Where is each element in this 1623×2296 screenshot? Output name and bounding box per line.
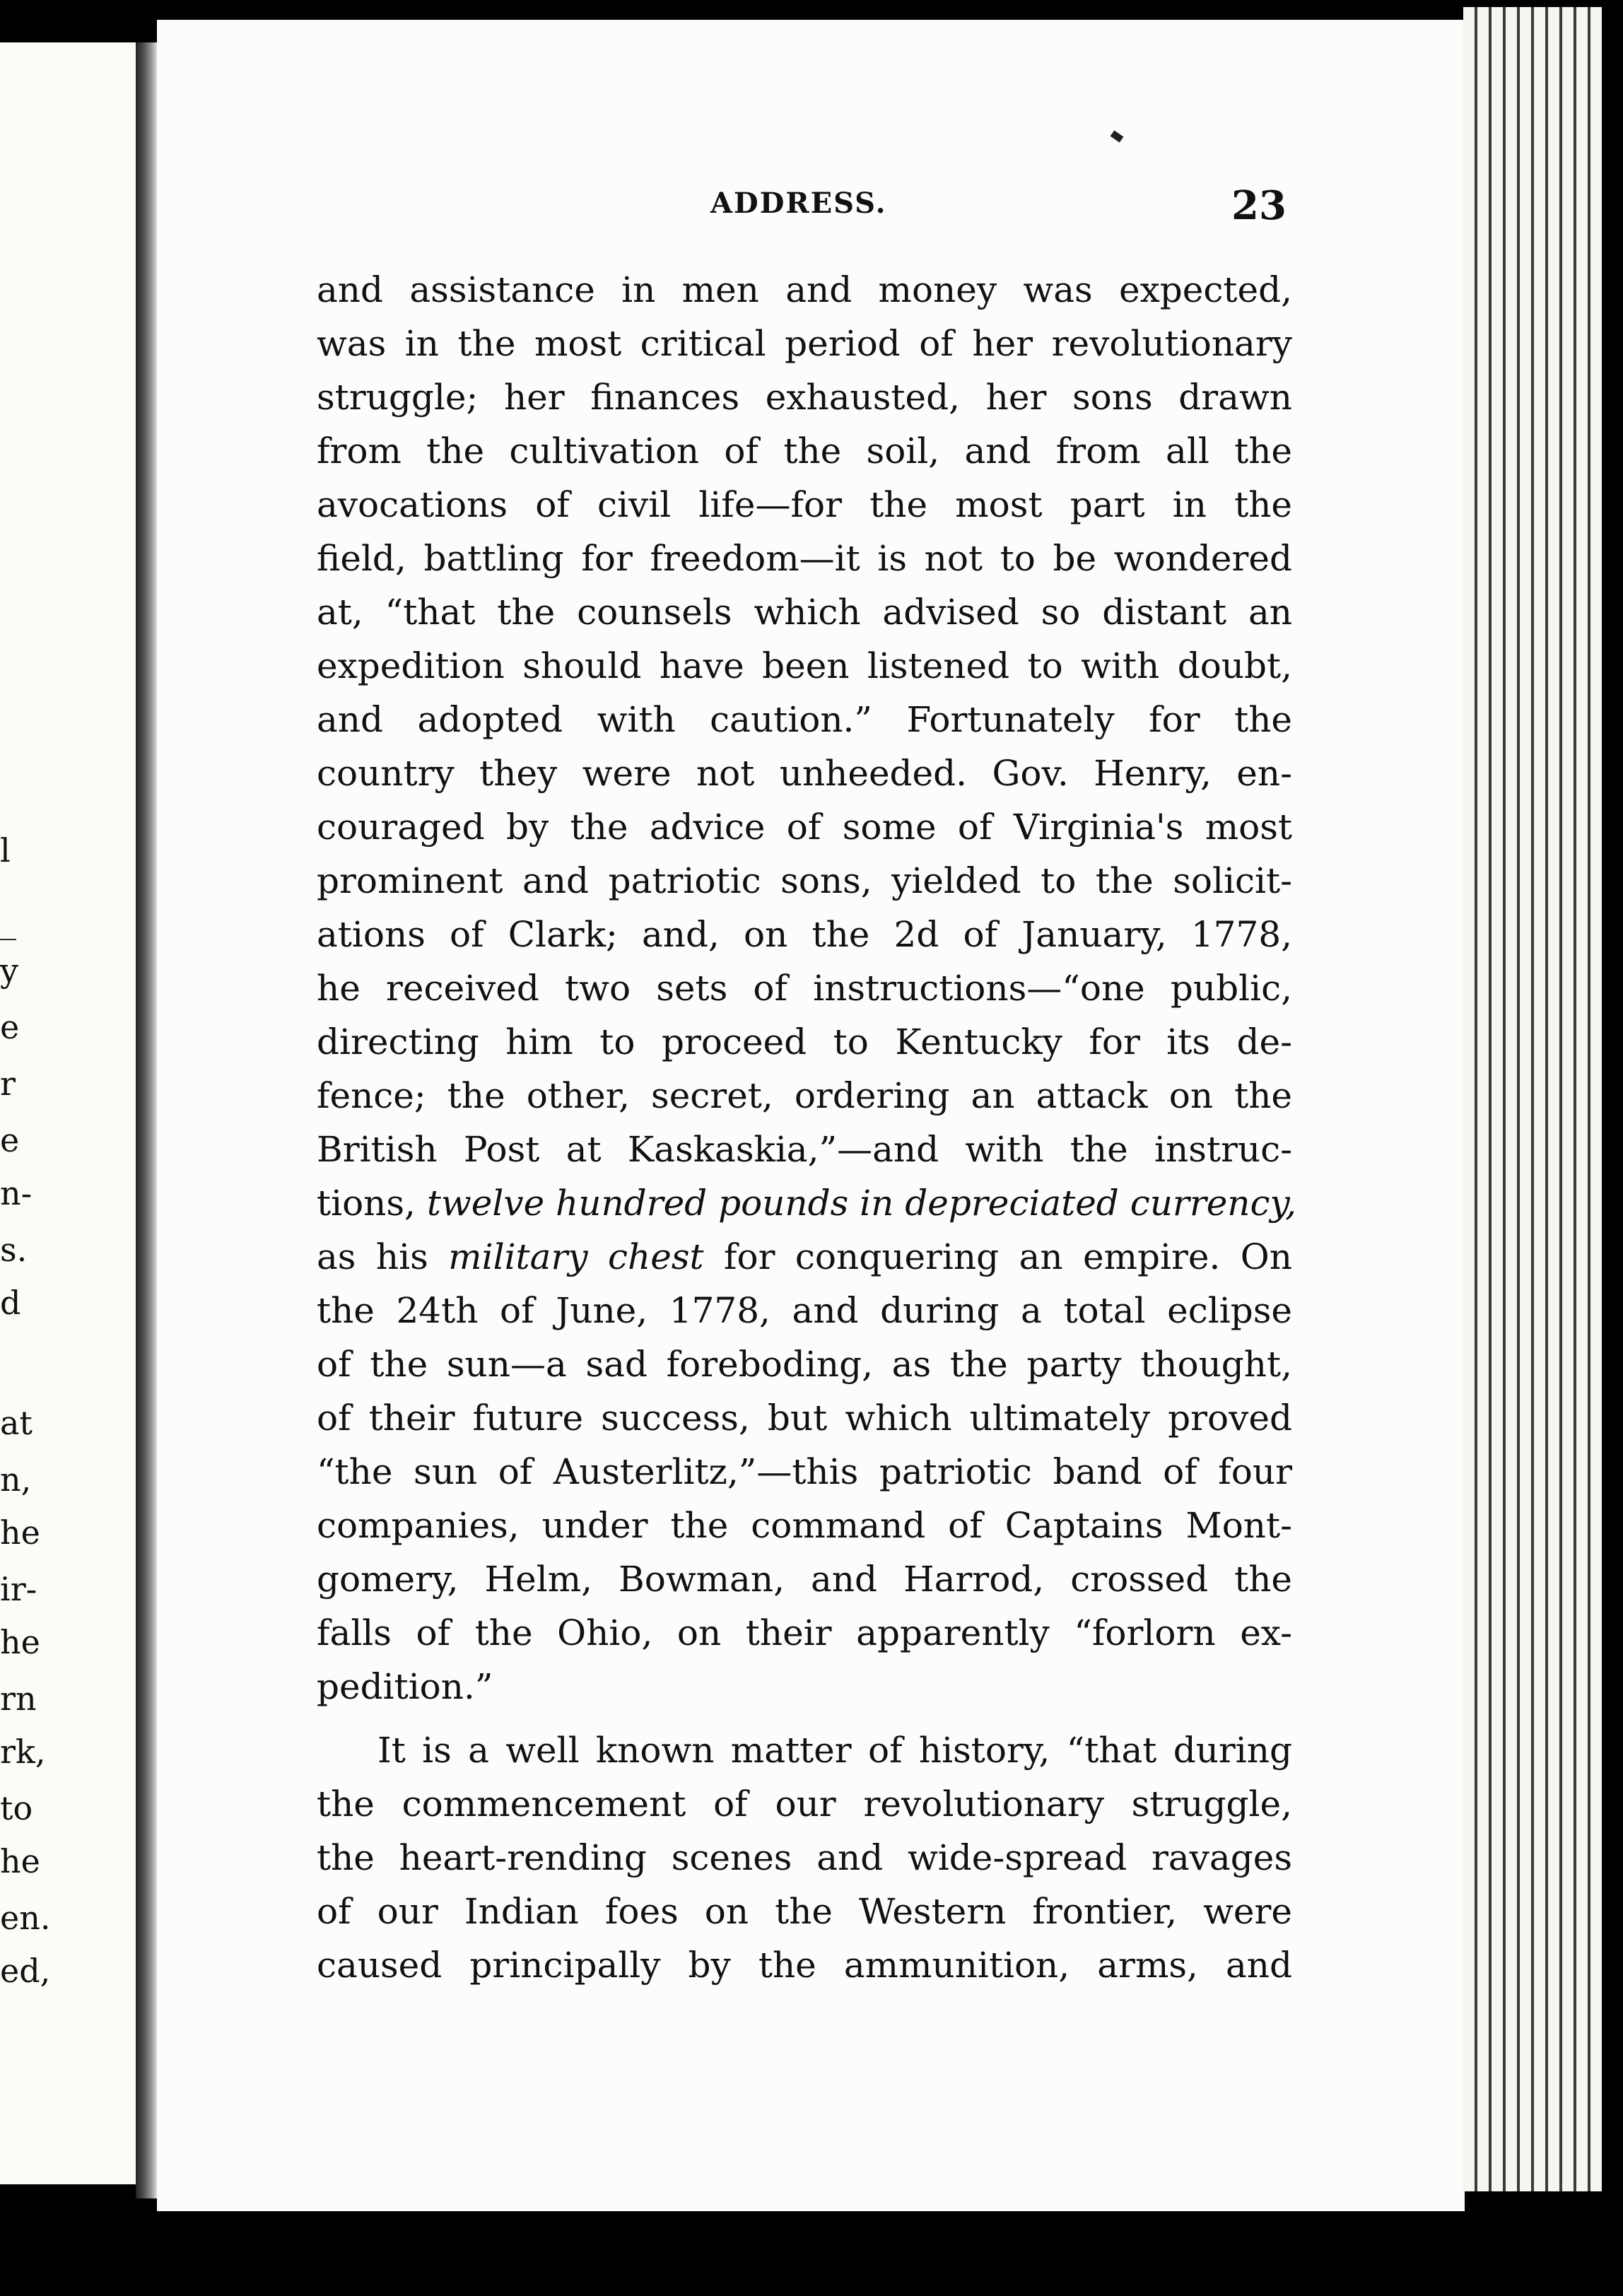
text-line: “the sun of Austerlitz,”—this patriotic band of four — [317, 1451, 1292, 1492]
left-page-fragment: y — [0, 951, 18, 990]
paragraph-gap — [317, 1714, 1292, 1723]
text-line: field, battling for freedom—it is not to be wondered — [317, 538, 1292, 579]
text-line: he received two sets of instructions—“one public, — [317, 968, 1292, 1009]
left-page-fragment: n, — [0, 1460, 32, 1499]
left-page-fragment: s. — [0, 1231, 28, 1269]
text-line: gomery, Helm, Bowman, and Harrod, crossed the — [317, 1559, 1292, 1600]
left-page-fragment: to — [0, 1789, 33, 1827]
left-page-fragment: e — [0, 1121, 20, 1159]
page-edges — [1463, 7, 1602, 2191]
left-page-fragment: r — [0, 1065, 16, 1103]
text-line: caused principally by the ammunition, arms, and — [317, 1945, 1292, 1986]
text-line: British Post at Kaskaskia,”—and with the instruc- — [317, 1129, 1292, 1170]
text-line: falls of the Ohio, on their apparently “forlorn ex- — [317, 1612, 1292, 1653]
running-head: ADDRESS. — [710, 187, 887, 220]
paragraph — [317, 263, 1297, 1714]
text-line: pedition.” — [317, 1666, 493, 1707]
text-line — [317, 1176, 1297, 1230]
text-line: and assistance in men and money was expected, — [317, 269, 1292, 310]
text-line: prominent and patriotic sons, yielded to the solicit- — [317, 860, 1292, 901]
book-gutter — [136, 42, 157, 2198]
left-page-fragment: l — [0, 831, 11, 869]
scan-border-bottom — [0, 2213, 1623, 2296]
text-line: the commencement of our revolutionary struggle, — [317, 1784, 1292, 1824]
left-page-fragment: he — [0, 1513, 40, 1552]
text-line: It is a well known matter of history, “that during — [377, 1730, 1292, 1771]
text-line: from the cultivation of the soil, and from all the — [317, 430, 1292, 472]
text-line: of their future success, but which ultimately proved — [317, 1398, 1292, 1439]
page-number: 23 — [1231, 182, 1287, 229]
left-page-fragment: rn — [0, 1680, 37, 1718]
paragraph — [317, 1723, 1292, 1992]
left-page-fragment: at — [0, 1404, 33, 1442]
left-page-fragment: e — [0, 1008, 20, 1046]
text-line: country they were not unheeded. Gov. Henry, en- — [317, 753, 1292, 794]
page-header — [0, 182, 1623, 232]
text-line: of the sun—a sad foreboding, as the party thought, — [317, 1344, 1292, 1385]
text-line: fence; the other, secret, ordering an attack on the — [317, 1075, 1292, 1116]
text-line: was in the most critical period of her revolutionary — [317, 323, 1292, 364]
text-run: for conquering an empire. On — [724, 1236, 1292, 1277]
text-line: avocations of civil life—for the most part in the — [317, 484, 1292, 525]
left-page-fragment: d — [0, 1284, 21, 1322]
left-page-fragment: he — [0, 1623, 40, 1661]
italic-text: twelve hundred pounds in depreciated currency, — [426, 1183, 1297, 1224]
text-line: of our Indian foes on the Western frontier, were — [317, 1891, 1292, 1932]
text-line: directing him to proceed to Kentucky for its de- — [317, 1021, 1292, 1062]
left-page-fragment: en. — [0, 1899, 51, 1937]
text-line: and adopted with caution.” Fortunately for the — [317, 699, 1292, 740]
text-run: tions, — [317, 1183, 416, 1224]
text-line: ations of Clark; and, on the 2d of January, 1778, — [317, 914, 1292, 955]
text-line: the heart-rending scenes and wide-spread ravages — [317, 1837, 1292, 1878]
left-page-fragment: rk, — [0, 1733, 46, 1771]
body-text — [317, 263, 1297, 1992]
left-page-fragment: n- — [0, 1174, 33, 1212]
text-line: struggle; her finances exhausted, her sons drawn — [317, 377, 1292, 418]
text-run: as his — [317, 1236, 428, 1277]
text-line: at, “that the counsels which advised so distant an — [317, 592, 1292, 633]
scan-border-top — [0, 0, 1623, 17]
text-line: companies, under the command of Captains Mont- — [317, 1505, 1292, 1546]
text-line: the 24th of June, 1778, and during a total eclipse — [317, 1290, 1292, 1331]
text-line — [317, 1230, 1292, 1284]
text-line: expedition should have been listened to with doubt, — [317, 645, 1292, 686]
left-page-fragment: ir- — [0, 1570, 37, 1608]
left-page-fragment: he — [0, 1842, 40, 1880]
text-line: couraged by the advice of some of Virginia's most — [317, 807, 1292, 848]
previous-page-edge — [0, 42, 141, 2184]
left-page-fragment: _ — [0, 902, 16, 940]
left-page-fragment: ed, — [0, 1952, 51, 1990]
italic-text: military chest — [448, 1236, 704, 1277]
